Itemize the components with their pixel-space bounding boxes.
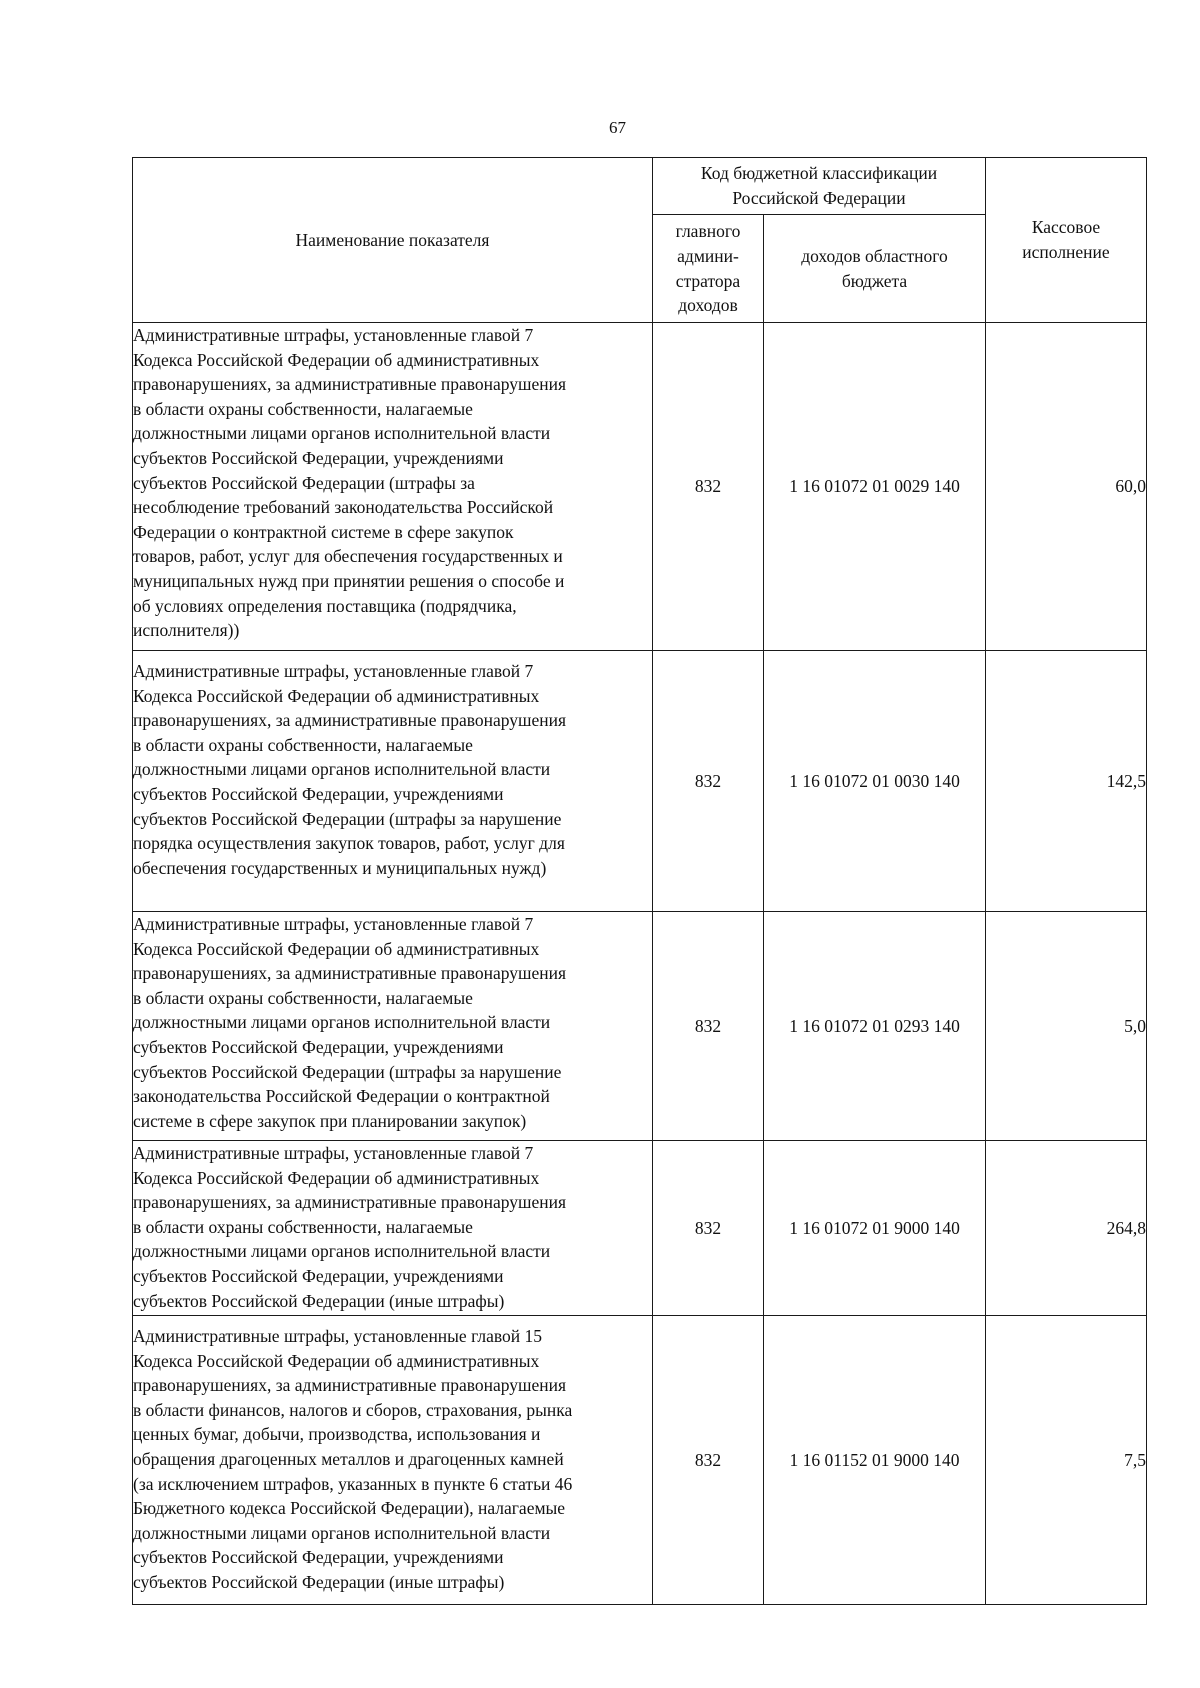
header-cash-execution: Кассовое исполнение [986, 158, 1147, 323]
page-number: 67 [609, 118, 626, 137]
row-cash-execution: 7,5 [986, 1316, 1147, 1605]
header-classification-code: Код бюджетной классификации Российской Федерации [653, 158, 986, 215]
budget-table [132, 157, 1147, 1605]
header-indicator-name: Наименование показателя [133, 158, 653, 323]
row-indicator-name: Административные штрафы, установленные главой 7 Кодекса Российской Федерации об административных правонарушениях, за административные правонарушения в области охраны собственности, налагаемые должностными лицами органов исполнительной власти субъектов Российской Федерации, учреждениями субъектов Российской Федерации (штрафы за нарушение порядка осуществления закупок товаров, работ, услуг для обеспечения государственных и муниципальных нужд) [133, 651, 653, 912]
header-main-administrator: главного админи- стратора доходов [653, 215, 764, 323]
row-revenue-code: 1 16 01072 01 9000 140 [764, 1141, 986, 1316]
header-row [133, 158, 1147, 215]
row-cash-execution: 5,0 [986, 912, 1147, 1141]
row-cash-execution: 142,5 [986, 651, 1147, 912]
row-indicator-name: Административные штрафы, установленные главой 15 Кодекса Российской Федерации об административных правонарушениях, за административные правонарушения в области финансов, налогов и сборов, страхования, рынка ценных бумаг, добычи, производства, использования и обращения драгоценных металлов и драгоценных камней (за исключением штрафов, указанных в пункте 6 статьи 46 Бюджетного кодекса Российской Федерации), налагаемые должностными лицами органов исполнительной власти субъектов Российской Федерации, учреждениями субъектов Российской Федерации (иные штрафы) [133, 1316, 653, 1605]
row-administrator-code: 832 [653, 1316, 764, 1605]
table-row [133, 1141, 1147, 1316]
row-indicator-name: Административные штрафы, установленные главой 7 Кодекса Российской Федерации об административных правонарушениях, за административные правонарушения в области охраны собственности, налагаемые должностными лицами органов исполнительной власти субъектов Российской Федерации, учреждениями субъектов Российской Федерации (иные штрафы) [133, 1141, 653, 1316]
row-revenue-code: 1 16 01152 01 9000 140 [764, 1316, 986, 1605]
row-administrator-code: 832 [653, 651, 764, 912]
row-indicator-name: Административные штрафы, установленные главой 7 Кодекса Российской Федерации об административных правонарушениях, за административные правонарушения в области охраны собственности, налагаемые должностными лицами органов исполнительной власти субъектов Российской Федерации, учреждениями субъектов Российской Федерации (штрафы за несоблюдение требований законодательства Российской Федерации о контрактной системе в сфере закупок товаров, работ, услуг для обеспечения государственных и муниципальных нужд при принятии решения о способе и об условиях определения поставщика (подрядчика, исполнителя)) [133, 323, 653, 651]
row-administrator-code: 832 [653, 912, 764, 1141]
table-row [133, 1316, 1147, 1605]
row-revenue-code: 1 16 01072 01 0029 140 [764, 323, 986, 651]
header-regional-budget-revenue: доходов областного бюджета [764, 215, 986, 323]
row-revenue-code: 1 16 01072 01 0030 140 [764, 651, 986, 912]
row-administrator-code: 832 [653, 1141, 764, 1316]
row-cash-execution: 264,8 [986, 1141, 1147, 1316]
table-row [133, 323, 1147, 651]
table-row [133, 651, 1147, 912]
row-administrator-code: 832 [653, 323, 764, 651]
table-row [133, 912, 1147, 1141]
row-revenue-code: 1 16 01072 01 0293 140 [764, 912, 986, 1141]
row-indicator-name: Административные штрафы, установленные главой 7 Кодекса Российской Федерации об административных правонарушениях, за административные правонарушения в области охраны собственности, налагаемые должностными лицами органов исполнительной власти субъектов Российской Федерации, учреждениями субъектов Российской Федерации (штрафы за нарушение законодательства Российской Федерации о контрактной системе в сфере закупок при планировании закупок) [133, 912, 653, 1141]
row-cash-execution: 60,0 [986, 323, 1147, 651]
